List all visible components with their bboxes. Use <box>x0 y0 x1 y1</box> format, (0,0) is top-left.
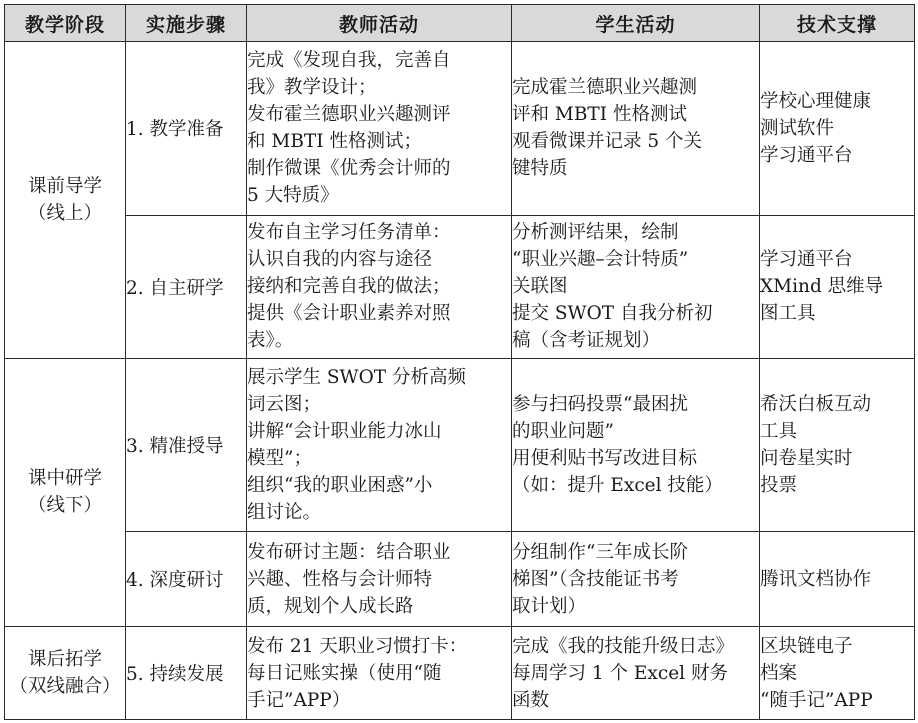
header-student-activity: 学生活动 <box>512 5 760 42</box>
text-line: 参与扫码投票“最困扰 <box>512 394 688 416</box>
text-line: 接纳和完善自我的做法； <box>247 276 451 298</box>
header-stage: 教学阶段 <box>5 5 126 42</box>
header-step: 实施步骤 <box>126 5 247 42</box>
text-line: 键特质 <box>512 158 568 180</box>
step-cell: 3. 精准授导 <box>126 358 247 532</box>
teacher-activity-cell <box>247 627 512 720</box>
step-cell: 1. 教学准备 <box>126 42 247 216</box>
table-row <box>5 42 915 216</box>
text-line: 讲解“会计职业能力冰山 <box>247 421 442 443</box>
text-line: 测试软件 <box>760 117 835 139</box>
student-activity-cell <box>512 358 760 532</box>
text-line: 关联图 <box>512 276 568 298</box>
text-line: 词云图； <box>247 394 322 416</box>
text-line: 用便利贴书写改进目标 <box>512 448 698 470</box>
text-line: 每日记账实操（使用“随 <box>247 662 442 684</box>
text-line: 认识自我的内容与途径 <box>247 249 433 271</box>
stage-cell-in-class <box>5 358 126 626</box>
stage-cell-pre-class <box>5 42 126 359</box>
text-line: 稿（含考证规划） <box>512 330 661 352</box>
teacher-activity-cell <box>247 215 512 358</box>
text-line: 问卷星实时 <box>760 448 853 470</box>
text-line: 分组制作“三年成长阶 <box>512 541 688 563</box>
teacher-activity-cell <box>247 358 512 532</box>
stage-line: 课中研学 <box>27 468 102 490</box>
text-line: 兴趣、性格与会计师特 <box>247 568 433 590</box>
text-line: 我》教学设计； <box>247 77 377 99</box>
text-line: 模型”； <box>247 448 312 470</box>
text-line: 学习通平台 <box>760 144 853 166</box>
header-row <box>5 5 915 42</box>
stage-line: 课前导学 <box>27 175 102 197</box>
text-line: 观看微课并记录 5 个关 <box>512 131 703 153</box>
tech-support-cell <box>760 532 915 627</box>
text-line: 希沃白板互动 <box>760 394 872 416</box>
text-line: 表》。 <box>247 330 294 352</box>
text-line: 的职业问题” <box>512 421 614 443</box>
text-line: 工具 <box>760 421 798 443</box>
student-activity-cell <box>512 42 760 216</box>
stage-line: （线下） <box>27 495 102 517</box>
student-activity-cell <box>512 627 760 720</box>
header-tech-support: 技术支撑 <box>760 5 915 42</box>
stage-line: （线上） <box>27 202 102 224</box>
tech-support-cell <box>760 627 915 720</box>
text-line: 提供《会计职业素养对照 <box>247 303 451 325</box>
text-line: 5 大特质》 <box>247 185 339 207</box>
text-line: 每周学习 1 个 Excel 财务 <box>512 662 728 684</box>
text-line: XMind 思维导 <box>760 276 884 298</box>
text-line: 函数 <box>512 689 550 711</box>
tech-support-cell <box>760 42 915 216</box>
stage-cell-post-class <box>5 627 126 720</box>
text-line: 组织“我的职业困惑”小 <box>247 475 433 497</box>
text-line: 完成《发现自我，完善自 <box>247 50 451 72</box>
text-line: 学校心理健康 <box>760 90 872 112</box>
step-cell: 4. 深度研讨 <box>126 532 247 627</box>
text-line: “随手记”APP <box>760 689 873 711</box>
table-row <box>5 627 915 720</box>
text-line: 取计划） <box>512 595 587 617</box>
text-line: 图工具 <box>760 303 816 325</box>
teacher-activity-cell <box>247 42 512 216</box>
student-activity-cell <box>512 215 760 358</box>
text-line: “职业兴趣–会计特质” <box>512 249 689 271</box>
tech-support-cell <box>760 215 915 358</box>
text-line: 档案 <box>760 662 798 684</box>
text-line: 提交 SWOT 自我分析初 <box>512 303 713 325</box>
text-line: 发布霍兰德职业兴趣测评 <box>247 104 451 126</box>
text-line: 和 MBTI 性格测试； <box>247 131 422 153</box>
text-line: 区块链电子 <box>760 635 853 657</box>
teacher-activity-cell <box>247 532 512 627</box>
text-line: （如：提升 Excel 技能） <box>512 475 723 497</box>
text-line: 腾讯文档协作 <box>760 568 872 590</box>
text-line: 组讨论。 <box>247 502 322 524</box>
text-line: 分析测评结果，绘制 <box>512 222 679 244</box>
table-row <box>5 358 915 532</box>
text-line: 制作微课《优秀会计师的 <box>247 158 451 180</box>
text-line: 投票 <box>760 475 798 497</box>
table-row <box>5 532 915 627</box>
table-row <box>5 215 915 358</box>
stage-line: （双线融合） <box>9 676 121 698</box>
text-line: 发布研讨主题：结合职业 <box>247 541 451 563</box>
text-line: 发布 21 天职业习惯打卡： <box>247 635 468 657</box>
text-line: 梯图”（含技能证书考 <box>512 568 679 590</box>
text-line: 展示学生 SWOT 分析高频 <box>247 367 466 389</box>
text-line: 发布自主学习任务清单： <box>247 222 451 244</box>
text-line: 质，规划个人成长路 <box>247 595 414 617</box>
header-teacher-activity: 教师活动 <box>247 5 512 42</box>
step-cell: 2. 自主研学 <box>126 215 247 358</box>
text-line: 手记”APP） <box>247 689 351 711</box>
text-line: 评和 MBTI 性格测试 <box>512 104 687 126</box>
stage-line: 课后拓学 <box>27 649 102 671</box>
text-line: 完成霍兰德职业兴趣测 <box>512 77 698 99</box>
teaching-plan-table <box>4 4 915 720</box>
step-cell: 5. 持续发展 <box>126 627 247 720</box>
tech-support-cell <box>760 358 915 532</box>
text-line: 完成《我的技能升级日志》 <box>512 635 735 657</box>
student-activity-cell <box>512 532 760 627</box>
text-line: 学习通平台 <box>760 249 853 271</box>
